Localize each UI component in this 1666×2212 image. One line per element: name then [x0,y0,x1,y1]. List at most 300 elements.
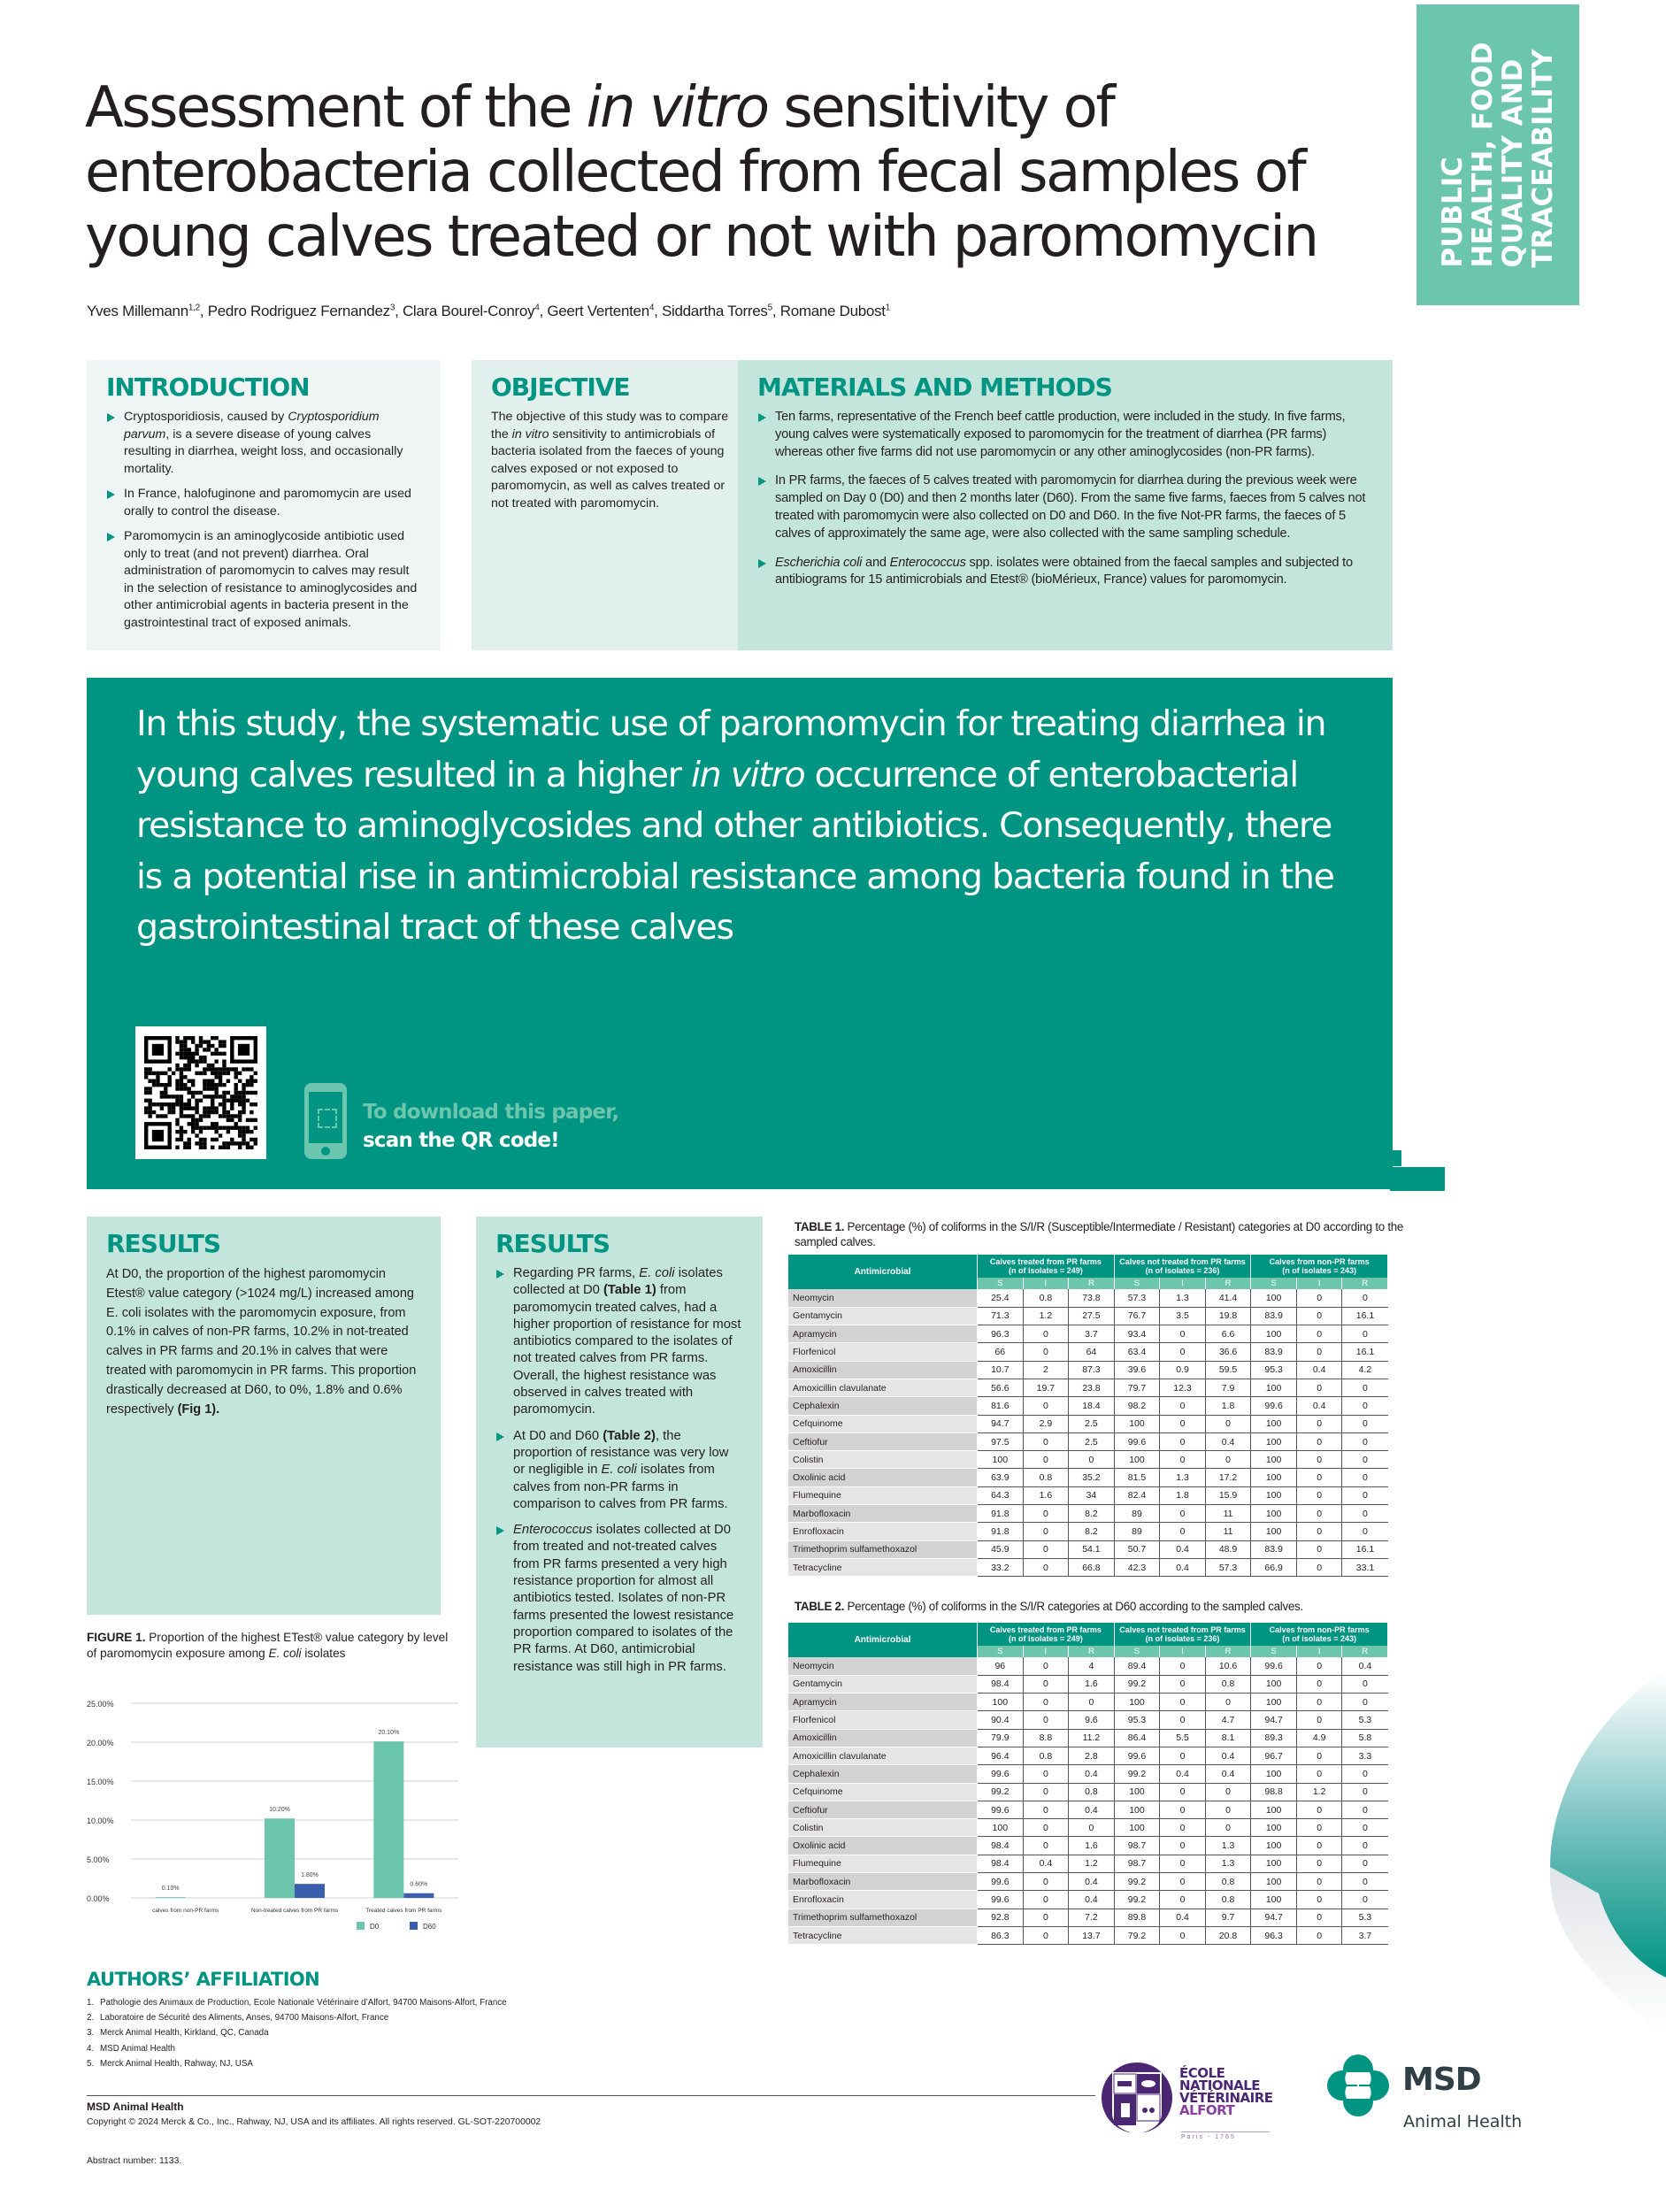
qr-code[interactable] [135,1026,266,1159]
table-cell: 13.7 [1069,1926,1115,1944]
table-cell: 0 [1342,1694,1388,1711]
author-name: Clara Bourel-Conroy [402,303,535,319]
affiliation-item [87,2010,507,2025]
section-heading: INTRODUCTION [106,373,310,402]
table-cell: 35.2 [1069,1469,1115,1486]
table1 [788,1255,1388,1577]
group-header: Calves from non-PR farms (n of isolates = 243) [1251,1255,1388,1278]
table-cell: 0 [1342,1819,1388,1837]
table-cell: 0 [1296,1837,1342,1855]
antimicrobial-name: Neomycin [788,1289,978,1307]
table-cell: 0 [1160,1801,1206,1818]
table-cell: 0 [1205,1694,1251,1711]
section-heading: OBJECTIVE [491,373,630,402]
table-cell: 0 [1160,1432,1206,1450]
bullet-text: spp. isolates were obtained from the faecal samples and subjected to antibiograms for 15 antimicrobials and Etest® (bioMérieux, France) values for paromomycin. [775,555,1353,588]
table-cell: 0 [1296,1855,1342,1872]
table-cell: 0 [1160,1397,1206,1415]
table-row [788,1451,1388,1469]
footer-brand: MSD Animal Health [87,2101,184,2113]
group-header: Calves not treated from PR farms (n of isolates = 236) [1114,1255,1251,1278]
sir-header: I [1023,1278,1069,1289]
sir-header: R [1342,1278,1388,1289]
data-label: 10.20% [269,1807,290,1814]
sir-header: I [1296,1646,1342,1657]
table-cell: 0.4 [1023,1855,1069,1872]
title-italic: in vitro [586,75,768,141]
table-cell: 0 [1023,1432,1069,1450]
bar-d0 [373,1741,403,1898]
table-cell: 0 [1160,1343,1206,1361]
sir-header: S [978,1278,1024,1289]
table-cell: 0 [1023,1657,1069,1675]
footer-divider [87,2095,1095,2096]
table-cell: 0.4 [1205,1432,1251,1450]
table-cell: 0 [1023,1523,1069,1540]
table-cell: 8.1 [1205,1729,1251,1747]
topic-line: HEALTH, FOOD [1467,42,1499,268]
text-bold: (Table 1) [603,1283,656,1298]
table-row [788,1729,1388,1747]
table-row [788,1523,1388,1540]
table-cell: 0 [1342,1765,1388,1783]
table-cell: 0 [1296,1505,1342,1523]
table-cell: 25.4 [978,1289,1024,1307]
section-heading: RESULTS [106,1229,221,1258]
text-italic: E. coli [601,1463,637,1478]
table-cell: 0 [1342,1486,1388,1504]
table-cell: 0 [1160,1657,1206,1675]
table-cell: 63.9 [978,1469,1024,1486]
table-row [788,1432,1388,1450]
table-cell: 64.3 [978,1486,1024,1504]
table-cell: 0 [1023,1397,1069,1415]
table-cell: 95.3 [1251,1361,1297,1379]
table-cell: 0 [1023,1837,1069,1855]
msd-subtitle: Animal Health [1403,2112,1523,2131]
antimicrobial-name: Oxolinic acid [788,1837,978,1855]
table-cell: 64 [1069,1343,1115,1361]
table-cell: 0.8 [1205,1891,1251,1909]
table-cell: 0 [1023,1343,1069,1361]
table-cell: 0 [1023,1325,1069,1343]
table-cell: 0.4 [1069,1801,1115,1818]
legend-label: D0 [370,1923,380,1931]
caption-text: Percentage (%) of coliforms in the S/I/R (Susceptible/Intermediate / Resistant) categories at D0 according to the sampled calves. [795,1220,1404,1248]
table-cell: 100 [1114,1783,1160,1801]
decorative-swoosh [1550,1407,1666,2212]
table-cell: 96.7 [1251,1747,1297,1764]
text: isolates collected at D0 from treated and not-treated calves from PR farms presented a very high resistance proportion for almost all antibiotics tested. Isolates of non-PR farms presented the lowest resistance proportion compared to isolates of the PR farms. At D60, antimicrobial resistance was still high in PR farms. [513,1523,734,1674]
section-heading: RESULTS [495,1229,610,1258]
text-italic: E. coli [639,1266,675,1280]
text: from paromomycin treated calves, had a higher proportion of resistance for most antibiotics compared to the isolates of not treated calves from PR farms. Overall, the highest resistance was observed in calves treated with paromomycin. [513,1283,741,1417]
table-cell: 1.6 [1069,1837,1115,1855]
table-cell: 0 [1296,1711,1342,1729]
sir-header: I [1296,1278,1342,1289]
table-cell: 0 [1023,1873,1069,1891]
table-cell: 7.2 [1069,1909,1115,1926]
results-section-2 [476,1217,763,1747]
table-cell: 100 [1251,1523,1297,1540]
table-cell: 11 [1205,1505,1251,1523]
table-cell: 0.4 [1296,1397,1342,1415]
text: At D0, the proportion of the highest paromomycin Etest® value category (>1024 mg/L) increased among E. coli isolates with the paromomycin exposure, from 0.1% in calves of non-PR farms, 10.2% in not-treated calves in PR farms and 20.1% in calves that were treated with paromomycin in PR farms. This proportion drastically decreased at D60, to 0%, 1.8% and 0.6% respectively [106,1267,417,1417]
affiliation-number: 4. [87,2043,95,2054]
data-label: 1.80% [301,1872,319,1879]
table-cell: 100 [978,1819,1024,1837]
table-cell: 5.5 [1160,1729,1206,1747]
affiliation-item [87,2056,507,2071]
table-cell: 6.6 [1205,1325,1251,1343]
table-cell: 1.3 [1160,1469,1206,1486]
table-cell: 11.2 [1069,1729,1115,1747]
table-cell: 93.4 [1114,1325,1160,1343]
antimicrobial-name: Cephalexin [788,1397,978,1415]
author-name: Romane Dubost [779,303,886,319]
table-cell: 99.6 [1251,1657,1297,1675]
table-cell: 100 [1251,1855,1297,1872]
y-tick-label: 15.00% [87,1778,114,1786]
author-name: Pedro Rodriguez Fernandez [207,303,390,319]
table-cell: 0 [1160,1873,1206,1891]
table-cell: 0 [1342,1469,1388,1486]
table-cell: 0 [1296,1675,1342,1693]
text: occurrence of enterobacterial resistance to aminoglycosides and other antibiotics. Consequently, there is a potential rise in antimicrobial resistance among bacteria found in the gastrointestinal tract of these calves [136,754,1334,948]
table-row [788,1873,1388,1891]
sir-header: S [1114,1646,1160,1657]
table-cell: 100 [1251,1415,1297,1432]
topic-line: PUBLIC [1437,156,1469,268]
table-cell: 45.9 [978,1540,1024,1558]
group-header: Calves not treated from PR farms (n of isolates = 236) [1114,1623,1251,1646]
table-cell: 16.1 [1342,1343,1388,1361]
author-affiliation-number: 5 [767,303,772,313]
table-cell: 89.4 [1114,1657,1160,1675]
title-text: Assessment of the [85,75,587,141]
results-section-1 [87,1217,441,1615]
table-cell: 7.9 [1205,1379,1251,1396]
y-tick-label: 5.00% [87,1855,110,1864]
table-cell: 0 [1160,1694,1206,1711]
table-cell: 98.7 [1114,1837,1160,1855]
table-cell: 100 [1251,1289,1297,1307]
table-cell: 100 [1251,1765,1297,1783]
table-cell: 23.8 [1069,1379,1115,1396]
table-row [788,1486,1388,1504]
table-cell: 0.8 [1023,1469,1069,1486]
table-cell: 0 [1342,1289,1388,1307]
table-row [788,1855,1388,1872]
table-cell: 100 [1251,1837,1297,1855]
table-cell: 100 [1251,1675,1297,1693]
table-cell: 3.7 [1069,1325,1115,1343]
table-cell: 100 [1251,1694,1297,1711]
y-tick-label: 20.00% [87,1739,114,1747]
table-cell: 0.8 [1205,1873,1251,1891]
table-cell: 17.2 [1205,1469,1251,1486]
table-row [788,1289,1388,1307]
sir-header: R [1205,1278,1251,1289]
table-row [788,1325,1388,1343]
sir-header: I [1023,1646,1069,1657]
table-row [788,1891,1388,1909]
table-cell: 0 [1023,1694,1069,1711]
table-cell: 1.2 [1069,1855,1115,1872]
table-cell: 99.6 [978,1873,1024,1891]
table-cell: 97.5 [978,1432,1024,1450]
table-cell: 100 [1114,1801,1160,1818]
table-row [788,1379,1388,1396]
affiliations-heading: AUTHORS’ AFFILIATION [87,1969,320,1990]
table-cell: 0 [1342,1432,1388,1450]
table-cell: 100 [1114,1415,1160,1432]
caption-label: TABLE 2. [795,1600,845,1613]
table-cell: 0.4 [1205,1765,1251,1783]
table-cell: 0 [1023,1558,1069,1576]
table-cell: 0 [1296,1891,1342,1909]
table-cell: 0 [1342,1855,1388,1872]
table-cell: 10.7 [978,1361,1024,1379]
table-cell: 66 [978,1343,1024,1361]
download-text: To download this paper, [363,1101,619,1124]
antimicrobial-name: Tetracycline [788,1926,978,1944]
table-row [788,1819,1388,1837]
sir-header: R [1342,1646,1388,1657]
table-cell: 0 [1296,1325,1342,1343]
table-cell: 0 [1296,1909,1342,1926]
author-affiliation-number: 4 [649,303,655,313]
msd-wordmark: MSD [1402,2062,1481,2098]
table-cell: 16.1 [1342,1540,1388,1558]
caption-text: Percentage (%) of coliforms in the S/I/R categories at D60 according to the sampled calves. [844,1600,1303,1613]
table-cell: 87.3 [1069,1361,1115,1379]
antimicrobial-name: Enrofloxacin [788,1891,978,1909]
table-row [788,1415,1388,1432]
author-name: Yves Millemann [87,303,188,319]
bullet-text: and [862,555,890,570]
table-row [788,1783,1388,1801]
table-cell: 0 [1296,1694,1342,1711]
table-cell: 0 [1342,1891,1388,1909]
table-cell: 0 [1342,1397,1388,1415]
introduction-section [87,360,441,650]
table-cell: 81.5 [1114,1469,1160,1486]
table-cell: 42.3 [1114,1558,1160,1576]
table-cell: 0 [1296,1747,1342,1764]
antimicrobial-name: Florfenicol [788,1711,978,1729]
table-cell: 79.9 [978,1729,1024,1747]
table-cell: 91.8 [978,1505,1024,1523]
table-cell: 99.2 [1114,1675,1160,1693]
table-cell: 0.8 [1023,1289,1069,1307]
affiliation-number: 3. [87,2028,95,2039]
alfort-wordmark [1179,2067,1273,2116]
table-cell: 56.6 [978,1379,1024,1396]
antimicrobial-name: Flumequine [788,1486,978,1504]
decorative-square [1393,1150,1401,1166]
table-cell: 98.4 [978,1675,1024,1693]
table-cell: 91.8 [978,1523,1024,1540]
table-cell: 0 [1296,1451,1342,1469]
table-cell: 100 [1251,1432,1297,1450]
table-cell: 0.4 [1069,1891,1115,1909]
table-cell: 0 [1160,1819,1206,1837]
table-cell: 16.1 [1342,1307,1388,1325]
table-cell: 89.3 [1251,1729,1297,1747]
table-row [788,1657,1388,1675]
bullet-item: In PR farms, the faeces of 5 calves treated with paromomycin for diarrhea during the previous week were sampled on Day 0 (D0) and then 2 months later (D60). From the same five farms, faeces from 5 calves not treated with paromomycin were also collected on D0 and D60. In the five Not-PR farms, the faeces of 5 calves of approximately the same age, were also collected with the same sampling schedule. [757,472,1373,542]
table-row [788,1540,1388,1558]
table-cell: 3.5 [1160,1307,1206,1325]
y-tick-label: 25.00% [87,1700,114,1709]
antimicrobial-name: Apramycin [788,1694,978,1711]
antimicrobial-name: Amoxicillin clavulanate [788,1747,978,1764]
table-cell: 100 [1251,1486,1297,1504]
column-header: Antimicrobial [788,1623,978,1657]
table-cell: 0 [1342,1379,1388,1396]
text-italic: Enterococcus [513,1523,593,1538]
table-cell: 96 [978,1657,1024,1675]
table-cell: 10.6 [1205,1657,1251,1675]
table-cell: 94.7 [1251,1909,1297,1926]
table-cell: 99.2 [1114,1873,1160,1891]
bullet-italic: Escherichia coli [775,555,863,570]
table-cell: 19.7 [1023,1379,1069,1396]
table-cell: 63.4 [1114,1343,1160,1361]
table-cell: 100 [1251,1325,1297,1343]
table-row [788,1469,1388,1486]
table-row [788,1801,1388,1818]
table-cell: 34 [1069,1486,1115,1504]
table-cell: 100 [1114,1819,1160,1837]
table-cell: 0 [1205,1415,1251,1432]
table-cell: 99.6 [1114,1432,1160,1450]
affiliations-list [87,1995,507,2071]
table-cell: 4.9 [1296,1729,1342,1747]
table-cell: 66.9 [1251,1558,1297,1576]
table-cell: 0 [1023,1819,1069,1837]
table-cell: 86.3 [978,1926,1024,1944]
table-cell: 0.8 [1205,1675,1251,1693]
antimicrobial-name: Cefquinome [788,1783,978,1801]
table-cell: 0 [1160,1711,1206,1729]
table-cell: 100 [1114,1694,1160,1711]
table-cell: 0 [1160,1783,1206,1801]
table-cell: 0 [1160,1505,1206,1523]
table-cell: 2.9 [1023,1415,1069,1432]
table-cell: 100 [1251,1819,1297,1837]
figure-caption [87,1630,451,1662]
table-cell: 0 [1296,1307,1342,1325]
table-cell: 0.4 [1160,1558,1206,1576]
table-cell: 82.4 [1114,1486,1160,1504]
sir-header: S [1114,1278,1160,1289]
table-row [788,1765,1388,1783]
table-cell: 98.4 [978,1837,1024,1855]
table-cell: 36.6 [1205,1343,1251,1361]
text: The objective of this study was to compare the [491,410,729,442]
bar-d0 [265,1818,295,1898]
table-cell: 0.4 [1160,1765,1206,1783]
antimicrobial-name: Amoxicillin clavulanate [788,1379,978,1396]
table-cell: 0 [1296,1415,1342,1432]
table-cell: 96.4 [978,1747,1024,1764]
table-cell: 99.6 [978,1801,1024,1818]
affiliation-item [87,1995,507,2010]
bullet-item: Ten farms, representative of the French beef cattle production, were included in the study. In five farms, young calves were systematically exposed to paromomycin for the treatment of diarrhea (PR farms) whereas other five farms did not use paromomycin or any other aminoglycosides (non-PR farms). [757,409,1373,461]
bullet-item: In France, halofuginone and paromomycin are used orally to control the disease. [106,486,421,520]
table-cell: 0 [1296,1432,1342,1450]
table-cell: 90.4 [978,1711,1024,1729]
table-row [788,1343,1388,1361]
table-row [788,1361,1388,1379]
x-tick-label: Treated calves from PR farms [365,1908,442,1914]
table-cell: 0 [1342,1783,1388,1801]
table-cell: 0 [1160,1451,1206,1469]
table-cell: 27.5 [1069,1307,1115,1325]
group-header: Calves treated from PR farms (n of isolates = 249) [978,1255,1115,1278]
table-cell: 79.7 [1114,1379,1160,1396]
scan-qr-text: scan the QR code! [363,1129,559,1152]
table-cell: 100 [1251,1451,1297,1469]
table-cell: 50.7 [1114,1540,1160,1558]
topic-label [1438,42,1558,267]
table-cell: 0 [1160,1747,1206,1764]
table-cell: 1.3 [1160,1289,1206,1307]
table-cell: 0 [1023,1801,1069,1818]
table-cell: 0.4 [1069,1873,1115,1891]
table-cell: 5.3 [1342,1711,1388,1729]
antimicrobial-name: Cephalexin [788,1765,978,1783]
text: isolates from calves from non-PR farms in comparison to calves from PR farms. [513,1463,728,1511]
table-cell: 33.2 [978,1558,1024,1576]
antimicrobial-name: Oxolinic acid [788,1469,978,1486]
topic-line: TRACEABILITY [1527,49,1559,268]
table-cell: 98.2 [1114,1397,1160,1415]
table-cell: 0 [1023,1675,1069,1693]
table-row [788,1909,1388,1926]
table-cell: 0 [1160,1891,1206,1909]
table-cell: 41.4 [1205,1289,1251,1307]
table-cell: 8.2 [1069,1523,1115,1540]
sir-header: R [1205,1646,1251,1657]
table-cell: 98.4 [978,1855,1024,1872]
bar-d60 [295,1884,325,1898]
affiliation-number: 2. [87,2013,95,2024]
table-cell: 89 [1114,1505,1160,1523]
conclusion-banner [87,678,1393,1189]
table-cell: 4.2 [1342,1361,1388,1379]
table-cell: 0 [1342,1675,1388,1693]
table-cell: 0 [1023,1765,1069,1783]
table-cell: 2.8 [1069,1747,1115,1764]
table-cell: 100 [1251,1873,1297,1891]
table-cell: 83.9 [1251,1343,1297,1361]
table-cell: 0.4 [1296,1361,1342,1379]
sir-header: I [1160,1646,1206,1657]
table-cell: 83.9 [1251,1540,1297,1558]
y-tick-label: 0.00% [87,1894,110,1903]
affiliation-text: Merck Animal Health, Rahway, NJ, USA [100,2058,253,2069]
footer-copyright: Copyright © 2024 Merck & Co., Inc., Rahway, NJ, USA and its affiliates. All rights reserved. GL-SOT-220700002 [87,2117,541,2127]
table-cell: 100 [978,1694,1024,1711]
bullet-item [106,409,421,478]
data-label: 20.10% [378,1730,400,1737]
table-cell: 100 [1251,1801,1297,1818]
table-cell: 100 [1251,1469,1297,1486]
table-cell: 57.3 [1205,1558,1251,1576]
